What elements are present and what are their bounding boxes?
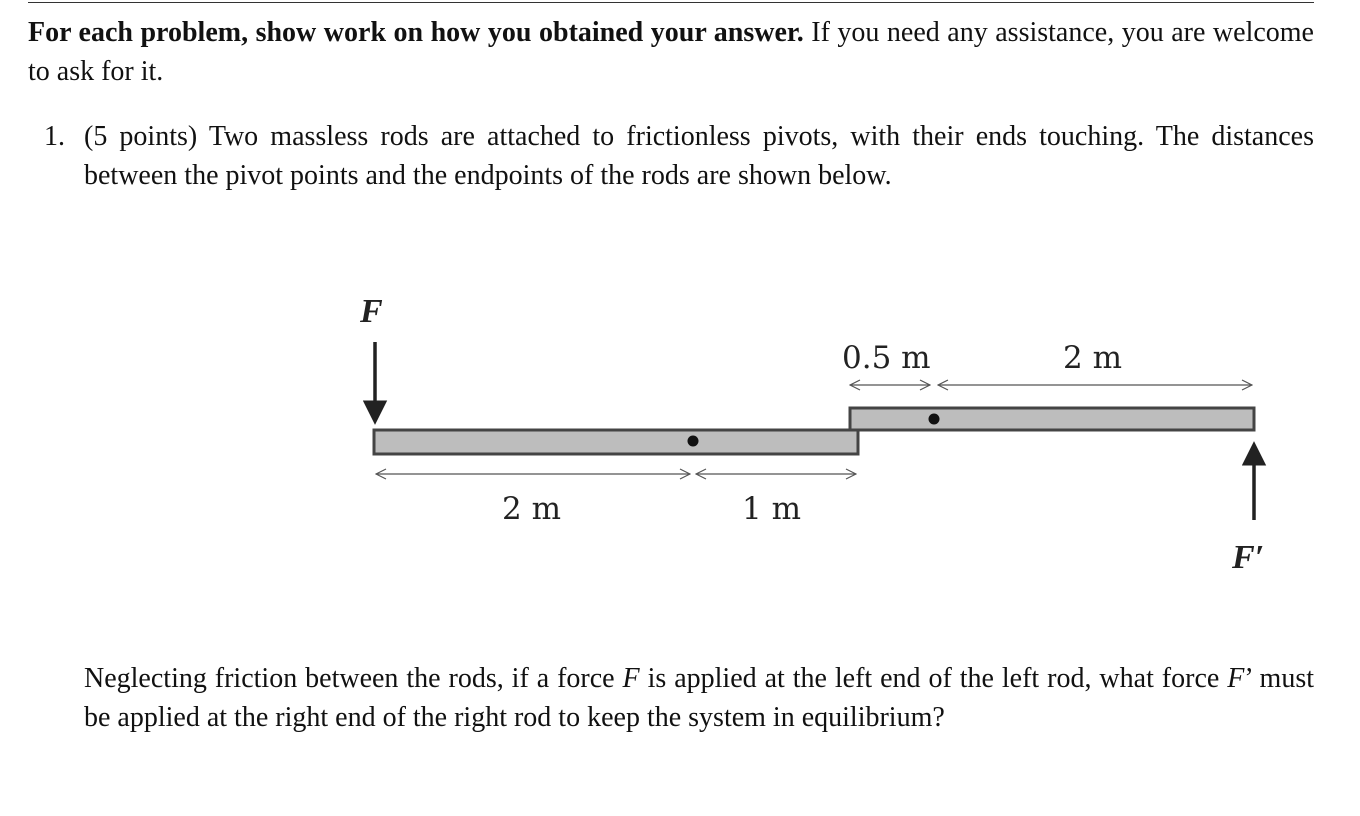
right-rod-label-0-5m: 0.5 m bbox=[842, 340, 931, 376]
right-pivot bbox=[929, 414, 940, 425]
left-rod bbox=[374, 430, 858, 454]
problem-statement: (5 points) Two massless rods are attached to frictionless pivots, with their ends touching. The distances between the pivot points and the endpoints of the rods are shown below. bbox=[84, 121, 1314, 191]
question-var-f: F bbox=[622, 663, 640, 694]
question-part-1: Neglecting friction between the rods, if a force bbox=[84, 663, 623, 694]
problem-number: 1. bbox=[44, 121, 65, 152]
question-var-f-prime: F bbox=[1227, 663, 1245, 694]
instructions-rest: If you need any assistance, you are welcome to ask for it. bbox=[28, 17, 1314, 87]
right-rod bbox=[850, 408, 1254, 430]
left-pivot bbox=[688, 436, 699, 447]
left-rod-label-1m: 1 m bbox=[742, 491, 801, 527]
force-f-label: F bbox=[360, 293, 383, 330]
force-f-prime-label: F′ bbox=[1232, 539, 1265, 576]
question-part-2: is applied at the left end of the left rod, what force bbox=[639, 663, 1228, 694]
left-rod-label-2m: 2 m bbox=[502, 491, 561, 527]
right-rod-label-2m: 2 m bbox=[1063, 340, 1122, 376]
instructions-bold: For each problem, show work on how you obtained your answer. bbox=[28, 17, 804, 48]
question-part-3: ’ must be applied at the right end of the right rod to keep the system in equilibrium? bbox=[84, 663, 1315, 733]
question-paragraph bbox=[84, 660, 1314, 737]
